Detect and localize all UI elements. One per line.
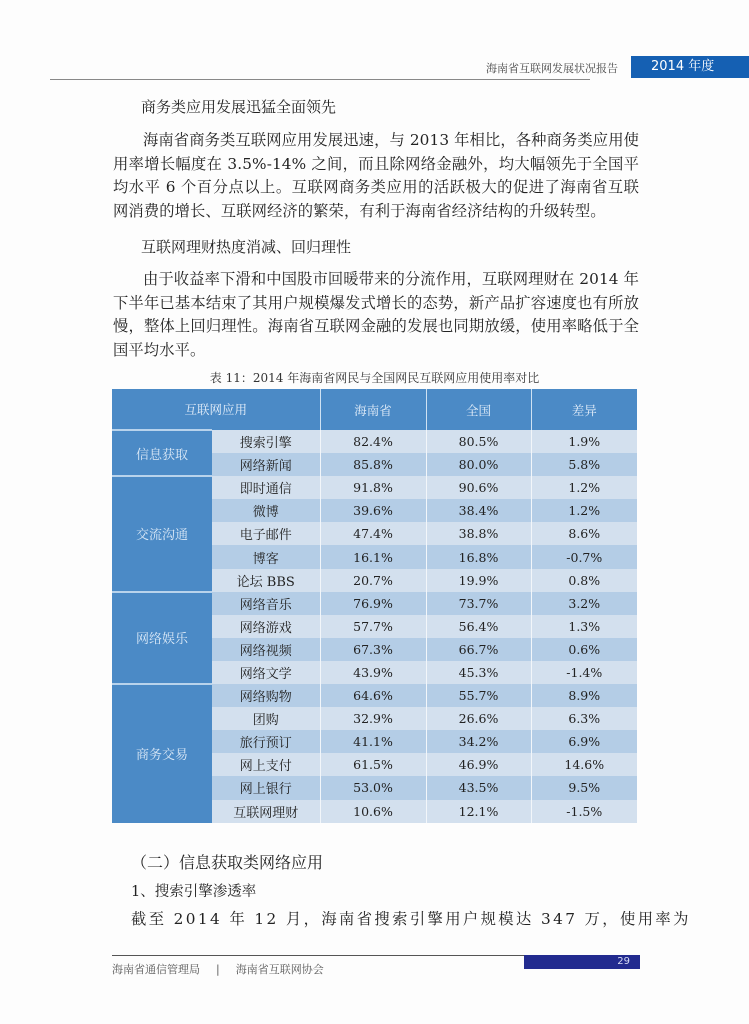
paragraph-search: 截至 2014 年 12 月，海南省搜索引擎用户规模达 347 万，使用率为 [131, 910, 691, 928]
hainan-cell: 16.1% [320, 545, 426, 568]
footer-org2: 海南省互联网协会 [235, 963, 324, 976]
hainan-cell: 53.0% [320, 776, 426, 799]
national-cell: 90.6% [426, 476, 531, 499]
diff-cell: 9.5% [531, 776, 637, 799]
diff-cell: -1.4% [531, 661, 637, 684]
footer-divider [112, 955, 526, 956]
diff-cell: 0.6% [531, 638, 637, 661]
usage-comparison-table [112, 389, 637, 823]
app-cell: 网络游戏 [212, 615, 320, 638]
diff-cell: 1.2% [531, 476, 637, 499]
national-cell: 12.1% [426, 800, 531, 823]
header-hainan: 海南省 [320, 389, 426, 430]
category-cell: 商务交易 [112, 684, 212, 823]
hainan-cell: 47.4% [320, 522, 426, 545]
hainan-cell: 41.1% [320, 730, 426, 753]
diff-cell: -1.5% [531, 800, 637, 823]
app-cell: 网络音乐 [212, 592, 320, 615]
app-cell: 团购 [212, 707, 320, 730]
national-cell: 66.7% [426, 638, 531, 661]
national-cell: 46.9% [426, 753, 531, 776]
table-row [112, 476, 637, 499]
app-cell: 旅行预订 [212, 730, 320, 753]
report-title: 海南省互联网发展状况报告 [486, 62, 618, 75]
diff-cell: 1.9% [531, 430, 637, 453]
app-cell: 博客 [212, 545, 320, 568]
diff-cell: 8.6% [531, 522, 637, 545]
diff-cell: 14.6% [531, 753, 637, 776]
national-cell: 16.8% [426, 545, 531, 568]
hainan-cell: 39.6% [320, 499, 426, 522]
national-cell: 45.3% [426, 661, 531, 684]
header-national: 全国 [426, 389, 531, 430]
national-cell: 56.4% [426, 615, 531, 638]
subhead-finance: 互联网理财热度消减、回归理性 [141, 238, 352, 256]
national-cell: 80.5% [426, 430, 531, 453]
paragraph-commerce: 海南省商务类互联网应用发展迅速，与 2013 年相比，各种商务类应用使用率增长幅度在 3.5%-14% 之间，而且除网络金融外，均大幅领先于全国平均水平 6 个百分点以上。互联网商务类应用的活跃极大的促进了海南省互联网消费的增长、互联网经济的繁荣，有利于海南省经济结构的升级转型。 [113, 131, 639, 220]
category-cell: 网络娱乐 [112, 592, 212, 684]
hainan-cell: 64.6% [320, 684, 426, 707]
table-row [112, 684, 637, 707]
table-header-row [112, 389, 637, 430]
app-cell: 论坛 BBS [212, 569, 320, 592]
diff-cell: -0.7% [531, 545, 637, 568]
diff-cell: 1.3% [531, 615, 637, 638]
diff-cell: 0.8% [531, 569, 637, 592]
app-cell: 即时通信 [212, 476, 320, 499]
section-title: （二）信息获取类网络应用 [131, 853, 324, 872]
page-number: 29 [524, 955, 640, 969]
hainan-cell: 67.3% [320, 638, 426, 661]
diff-cell: 5.8% [531, 453, 637, 476]
table-caption: 表 11：2014 年海南省网民与全国网民互联网应用使用率对比 [209, 371, 540, 385]
app-cell: 网络文学 [212, 661, 320, 684]
app-cell: 网上银行 [212, 776, 320, 799]
header-divider [50, 79, 590, 80]
category-cell: 交流沟通 [112, 476, 212, 591]
hainan-cell: 82.4% [320, 430, 426, 453]
national-cell: 43.5% [426, 776, 531, 799]
app-cell: 网络视频 [212, 638, 320, 661]
footer-org1: 海南省通信管理局 [112, 963, 200, 976]
app-cell: 搜索引擎 [212, 430, 320, 453]
diff-cell: 8.9% [531, 684, 637, 707]
national-cell: 26.6% [426, 707, 531, 730]
hainan-cell: 10.6% [320, 800, 426, 823]
hainan-cell: 61.5% [320, 753, 426, 776]
national-cell: 55.7% [426, 684, 531, 707]
diff-cell: 6.3% [531, 707, 637, 730]
subhead-commerce: 商务类应用发展迅猛全面领先 [141, 98, 337, 116]
header-diff: 差异 [531, 389, 637, 430]
diff-cell: 3.2% [531, 592, 637, 615]
app-cell: 网络新闻 [212, 453, 320, 476]
hainan-cell: 91.8% [320, 476, 426, 499]
diff-cell: 1.2% [531, 499, 637, 522]
national-cell: 73.7% [426, 592, 531, 615]
footer-orgs [112, 961, 324, 977]
hainan-cell: 57.7% [320, 615, 426, 638]
paragraph-finance: 由于收益率下滑和中国股市回暖带来的分流作用，互联网理财在 2014 年下半年已基本结束了其用户规模爆发式增长的态势，新产品扩容速度也有所放慢，整体上回归理性。海南省互联网金融的发展也同期放缓，使用率略低于全国平均水平。 [113, 270, 639, 359]
hainan-cell: 32.9% [320, 707, 426, 730]
app-cell: 电子邮件 [212, 522, 320, 545]
hainan-cell: 20.7% [320, 569, 426, 592]
hainan-cell: 43.9% [320, 661, 426, 684]
year-badge: 2014 年度 [631, 56, 749, 78]
category-cell: 信息获取 [112, 430, 212, 476]
app-cell: 网络购物 [212, 684, 320, 707]
header-app: 互联网应用 [112, 389, 320, 430]
national-cell: 38.4% [426, 499, 531, 522]
footer-separator: | [216, 963, 220, 976]
national-cell: 19.9% [426, 569, 531, 592]
item-title: 1、搜索引擎渗透率 [131, 884, 257, 900]
table-row [112, 430, 637, 453]
national-cell: 34.2% [426, 730, 531, 753]
diff-cell: 6.9% [531, 730, 637, 753]
national-cell: 80.0% [426, 453, 531, 476]
national-cell: 38.8% [426, 522, 531, 545]
app-cell: 互联网理财 [212, 800, 320, 823]
hainan-cell: 76.9% [320, 592, 426, 615]
hainan-cell: 85.8% [320, 453, 426, 476]
app-cell: 网上支付 [212, 753, 320, 776]
app-cell: 微博 [212, 499, 320, 522]
table-row [112, 592, 637, 615]
